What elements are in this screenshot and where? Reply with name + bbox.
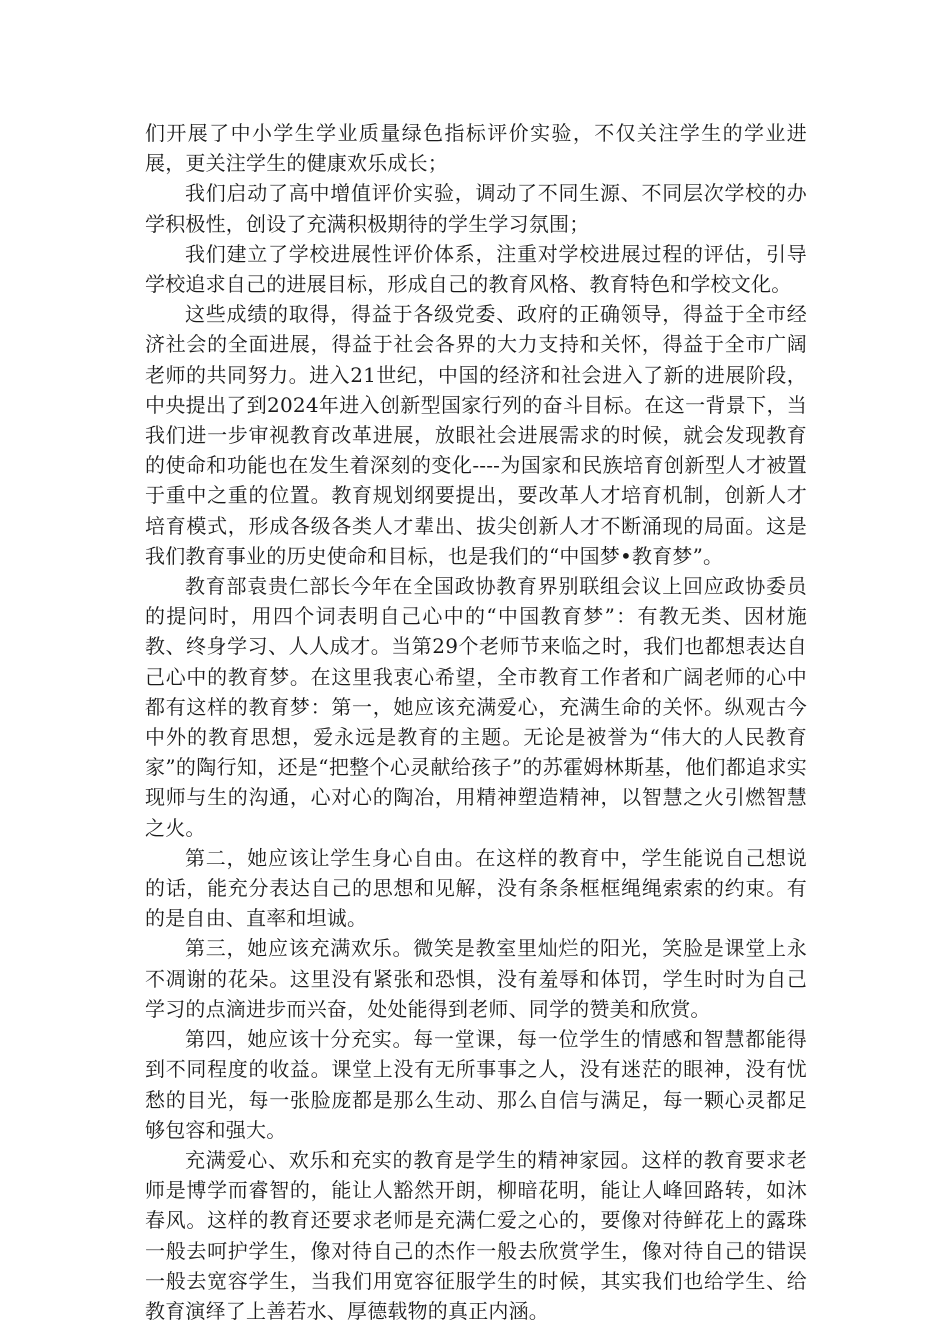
paragraph-3: 我们建立了学校进展性评价体系，注重对学校进展过程的评估，引导学校追求自己的进展目标，形成自己的教育风格、教育特色和学校文化。	[145, 241, 807, 297]
paragraph-2: 我们启动了高中增值评价实验，调动了不同生源、不同层次学校的办学积极性，创设了充满积极期待的学生学习氛围；	[145, 181, 807, 236]
paragraph-4: 这些成绩的取得，得益于各级党委、政府的正确领导，得益于全市经济社会的全面进展，得益于社会各界的大力支持和关怀，得益于全市广阔老师的共同努力。进入21世纪，中国的经济和社会进入了新的进展阶段，中央提出了到2024年进入创新型国家行列的奋斗目标。在这一背景下，当我们进一步审视教育改革进展，放眼社会进展需求的时候，就会发现教育的使命和功能也在发生着深刻的变化----为国家和民族培育创新型人才被置于重中之重的位置。教育规划纲要提出，要改革人才培育机制，创新人才培育模式，形成各级各类人才辈出、拔尖创新人才不断涌现的局面。这是我们教育事业的历史使命和目标，也是我们的“中国梦•教育梦”。	[145, 302, 807, 568]
paragraph-8: 第四，她应该十分充实。每一堂课，每一位学生的情感和智慧都能得到不同程度的收益。课堂上没有无所事事之人，没有迷茫的眼神，没有忧愁的目光，每一张脸庞都是那么生动、那么自信与满足，每一颗心灵都足够包容和强大。	[145, 1027, 807, 1142]
paragraph-9: 充满爱心、欢乐和充实的教育是学生的精神家园。这样的教育要求老师是博学而睿智的，能让人豁然开朗，柳暗花明，能让人峰回路转，如沐春风。这样的教育还要求老师是充满仁爱之心的，要像对待鲜花上的露珠一般去呵护学生，像对待自己的杰作一般去欣赏学生，像对待自己的错误一般去宽容学生，当我们用宽容征服学生的时候，其实我们也给学生、给教育演绎了上善若水、厚德载物的真正内涵。	[145, 1147, 807, 1323]
paragraph-6: 第二，她应该让学生身心自由。在这样的教育中，学生能说自己想说的话，能充分表达自己的思想和见解，没有条条框框绳绳索索的约束。有的是自由、直率和坦诚。	[145, 845, 807, 931]
paragraph-7: 第三，她应该充满欢乐。微笑是教室里灿烂的阳光，笑脸是课堂上永不凋谢的花朵。这里没有紧张和恐惧，没有羞辱和体罚，学生时时为自己学习的点滴进步而兴奋，处处能得到老师、同学的赞美和欣赏。	[145, 936, 807, 1021]
document-body	[145, 118, 807, 1326]
paragraph-1: 们开展了中小学生学业质量绿色指标评价实验，不仅关注学生的学业进展，更关注学生的健康欢乐成长；	[145, 121, 807, 176]
paragraph-5: 教育部袁贵仁部长今年在全国政协教育界别联组会议上回应政协委员的提问时，用四个词表明自己心中的“中国教育梦”：有教无类、因材施教、终身学习、人人成才。当第29个老师节来临之时，我们也都想表达自己心中的教育梦。在这里我衷心希望，全市教育工作者和广阔老师的心中都有这样的教育梦：第一，她应该充满爱心，充满生命的关怀。纵观古今中外的教育思想，爱永远是教育的主题。无论是被誉为“伟大的人民教育家”的陶行知，还是“把整个心灵献给孩子”的苏霍姆林斯基，他们都追求实现师与生的沟通，心对心的陶冶，用精神塑造精神，以智慧之火引燃智慧之火。	[145, 574, 807, 840]
